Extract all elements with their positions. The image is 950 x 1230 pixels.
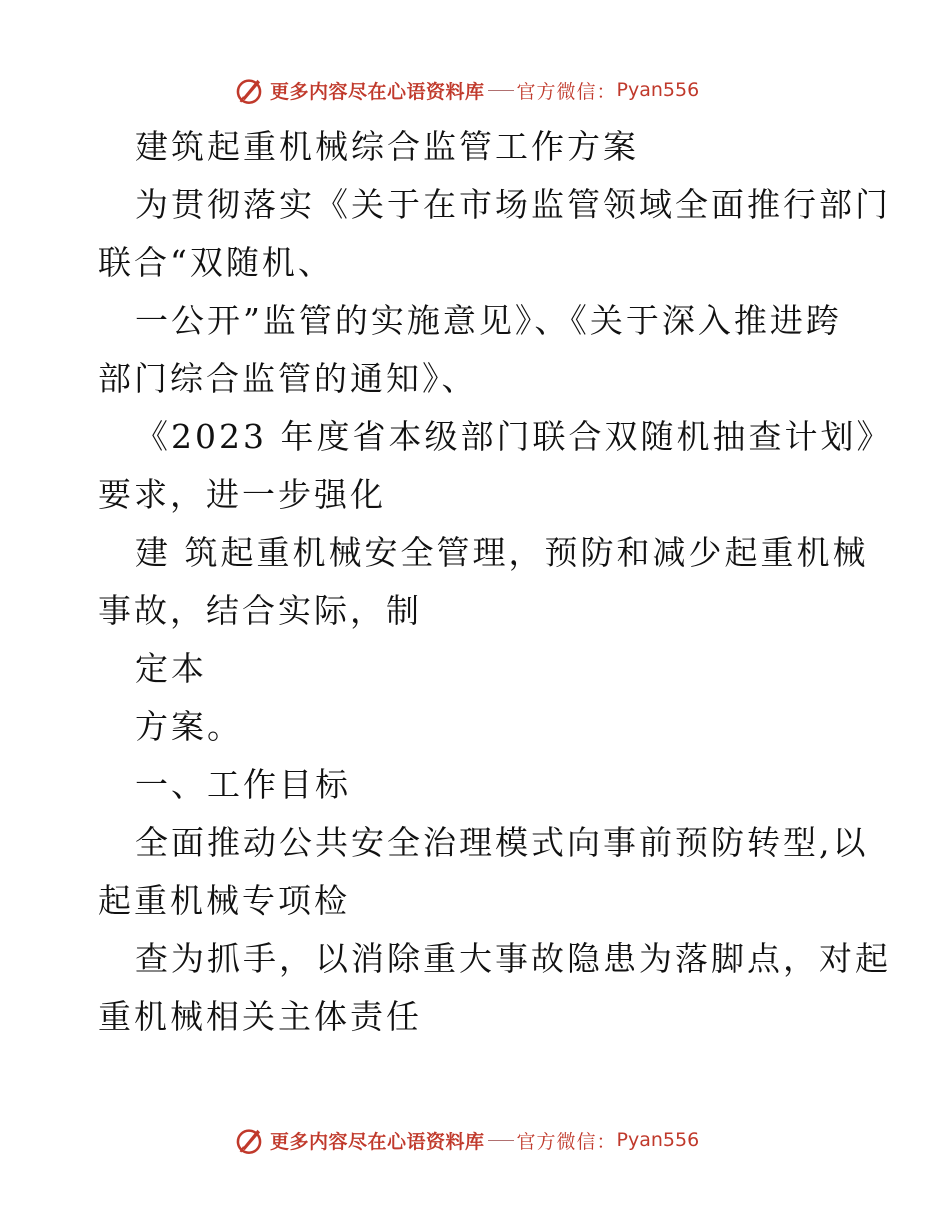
document-line: 建 筑起重机械安全管理，预防和减少起重机械 bbox=[135, 533, 869, 572]
watermark-wechat-label: 官方微信： bbox=[516, 80, 617, 103]
document-line: 一公开”监管的实施意见》、《关于深入推进跨 bbox=[135, 301, 842, 340]
document-line: 一、工作目标 bbox=[135, 765, 351, 804]
footer-watermark bbox=[232, 1122, 699, 1158]
document-line: 事故，结合实际，制 bbox=[98, 591, 422, 630]
watermark-dash bbox=[488, 90, 514, 91]
watermark-wechat-label: 官方微信： bbox=[516, 1130, 617, 1153]
watermark-wechat-id: Pyan556 bbox=[616, 79, 700, 101]
document-line: 重机械相关主体责任 bbox=[98, 997, 422, 1036]
document-line: 方案。 bbox=[135, 707, 243, 746]
watermark-dash bbox=[488, 1140, 514, 1141]
document-line: 查为抓手，以消除重大事故隐患为落脚点，对起 bbox=[135, 939, 891, 978]
feather-pen-logo-icon bbox=[232, 1123, 266, 1157]
watermark-brand-text: 更多内容尽在心语资料库 bbox=[270, 80, 485, 103]
document-line: 为贯彻落实《关于在市场监管领域全面推行部门 bbox=[135, 185, 891, 224]
document-line: 部门综合监管的通知》、 bbox=[98, 359, 478, 398]
feather-pen-logo-icon bbox=[232, 73, 266, 107]
watermark-wechat-id: Pyan556 bbox=[616, 1129, 700, 1151]
document-line: 《2023 年度省本级部门联合双随机抽查计划》 bbox=[135, 417, 893, 456]
document-line: 全面推动公共安全治理模式向事前预防转型,以 bbox=[135, 823, 869, 862]
document-line: 要求，进一步强化 bbox=[98, 475, 386, 514]
header-watermark bbox=[232, 72, 699, 108]
document-line: 联合“双随机、 bbox=[98, 243, 334, 282]
document-body bbox=[98, 118, 893, 1046]
document-line: 定本 bbox=[135, 649, 207, 688]
document-line: 建筑起重机械综合监管工作方案 bbox=[135, 127, 639, 166]
watermark-brand-text: 更多内容尽在心语资料库 bbox=[270, 1130, 485, 1153]
document-line: 起重机械专项检 bbox=[98, 881, 350, 920]
